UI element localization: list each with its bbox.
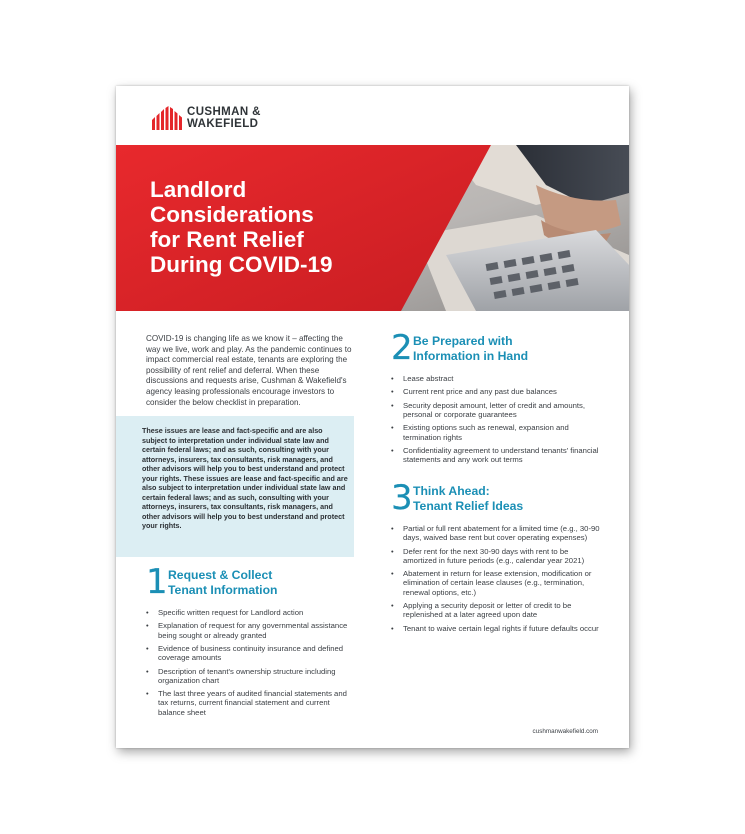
footer-website-link[interactable]: cushmanwakefield.com bbox=[532, 728, 598, 735]
hero-banner bbox=[116, 145, 629, 311]
section-title-line: Tenant Relief Ideas bbox=[413, 499, 524, 513]
list-item: • Applying a security deposit or letter of credit to be replenished at a later agreed upon date bbox=[391, 601, 603, 619]
section-request-collect bbox=[146, 562, 356, 721]
list-item: • Evidence of business continuity insurance and defined coverage amounts bbox=[146, 644, 356, 662]
brand-line-1: CUSHMAN & bbox=[187, 106, 261, 118]
section-title-line: Request & Collect bbox=[168, 568, 273, 582]
section-title bbox=[413, 484, 523, 514]
brand-logo bbox=[152, 106, 261, 130]
list-item: • Tenant to waive certain legal rights if future defaults occur bbox=[391, 624, 603, 633]
list-item: • Specific written request for Landlord action bbox=[146, 608, 356, 617]
disclaimer-box bbox=[116, 416, 354, 557]
list-item: • Existing options such as renewal, expansion and termination rights bbox=[391, 423, 603, 441]
checklist bbox=[146, 608, 356, 717]
title-line-4: During COVID-19 bbox=[150, 252, 333, 277]
flyer-page bbox=[116, 86, 629, 748]
section-title bbox=[413, 334, 528, 364]
list-item: • Defer rent for the next 30-90 days with rent to be amortized in future periods (e.g., calendar year 2021) bbox=[391, 547, 603, 565]
list-item: • Security deposit amount, letter of credit and amounts, personal or corporate guarantees bbox=[391, 401, 603, 419]
title-line-2: Considerations bbox=[150, 202, 314, 227]
list-item: • Lease abstract bbox=[391, 374, 603, 383]
section-be-prepared bbox=[391, 328, 603, 469]
brand-line-2: WAKEFIELD bbox=[187, 118, 259, 130]
section-title bbox=[168, 568, 277, 598]
section-title-line: Think Ahead: bbox=[413, 484, 490, 498]
section-title-line: Be Prepared with bbox=[413, 334, 513, 348]
intro-paragraph: COVID-19 is changing life as we know it – affecting the way we live, work and play. As the pandemic continues to impact commercial real estate, tenants are exploring the possibility of rent relief and deferral. When these discussions and requests arise, Cushman & Wakefield's agency leasing professionals encourage investors to consider the below checklist in preparation. bbox=[146, 334, 352, 407]
checklist bbox=[391, 524, 603, 633]
checklist bbox=[391, 374, 603, 464]
section-title-line: Tenant Information bbox=[168, 583, 278, 597]
building-bars-logo-icon bbox=[152, 106, 182, 130]
list-item: • Partial or full rent abatement for a limited time (e.g., 30-90 days, waived base rent but cover operating expenses) bbox=[391, 524, 603, 542]
list-item: • Current rent price and any past due balances bbox=[391, 387, 603, 396]
section-think-ahead bbox=[391, 478, 603, 637]
section-title-line: Information in Hand bbox=[413, 349, 529, 363]
title-line-3: for Rent Relief bbox=[150, 227, 304, 252]
title-line-1: Landlord bbox=[150, 177, 247, 202]
list-item: • The last three years of audited financial statements and tax returns, current financial statement and current balance sheet bbox=[146, 689, 356, 717]
list-item: • Confidentiality agreement to understand tenants' financial statements and any work out terms bbox=[391, 446, 603, 464]
section-number: 2 bbox=[391, 328, 413, 368]
list-item: • Description of tenant's ownership structure including organization chart bbox=[146, 667, 356, 685]
list-item: • Abatement in return for lease extension, modification or elimination of certain lease clauses (e.g., termination, renewal options, etc.) bbox=[391, 569, 603, 597]
section-number: 3 bbox=[391, 478, 413, 518]
page-title bbox=[150, 177, 410, 277]
disclaimer-text: These issues are lease and fact-specific and are also subject to interpretation under individual state law and certain federal laws; and as such, consulting with your attorneys, insurers, tax consultants, risk managers, and other advisors will help you to best understand and protect your rights. These issues are lease and fact-specific and are also subject to interpretation under individual state law and certain federal laws; and as such, consulting with your attorneys, insurers, tax consultants, risk managers, and other advisors will help you to best understand and protect your rights. bbox=[142, 426, 348, 531]
section-number: 1 bbox=[146, 562, 168, 602]
list-item: • Explanation of request for any governmental assistance being sought or already granted bbox=[146, 621, 356, 639]
